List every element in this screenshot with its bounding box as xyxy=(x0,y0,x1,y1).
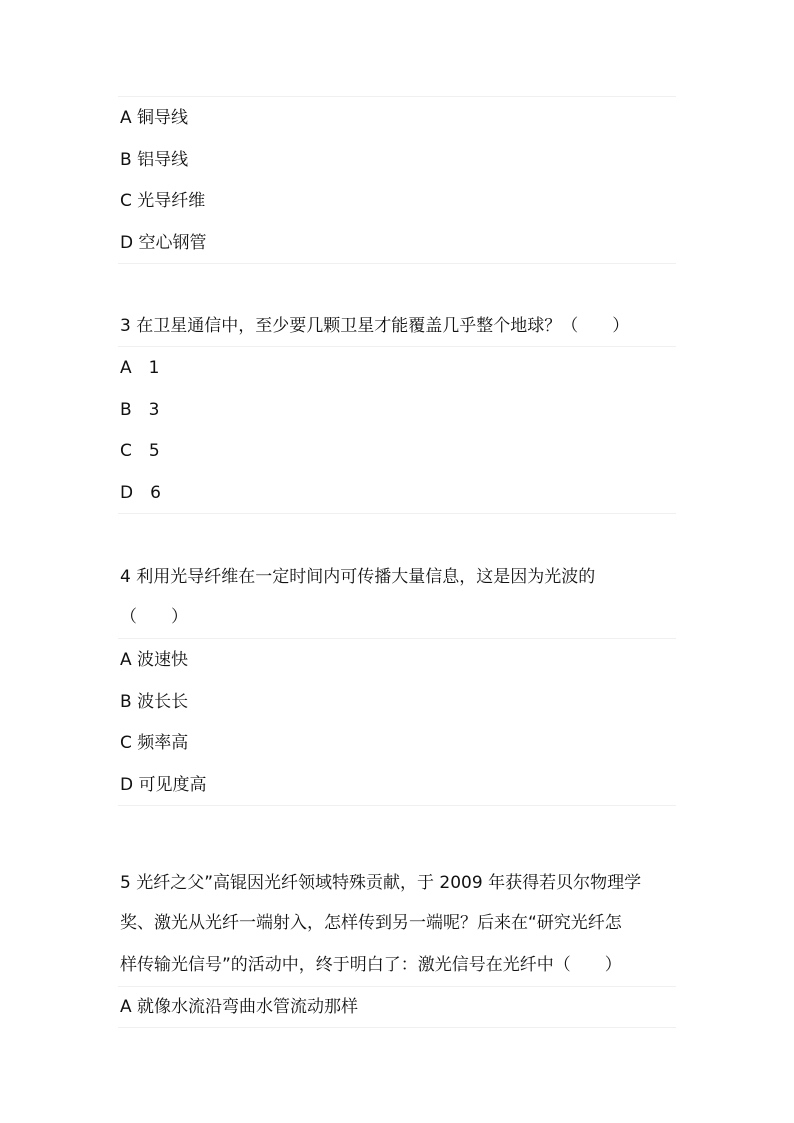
q5-stem-line2: 奖、激光从光纤一端射入，怎样传到另一端呢？后来在“研究光纤怎 xyxy=(120,913,622,933)
q2-option-b: B 铝导线 xyxy=(120,150,189,170)
q4-stem-line2: （ ） xyxy=(120,607,188,627)
q3-option-c: C 5 xyxy=(120,441,160,461)
q4-stem-line1: 4 利用光导纤维在一定时间内可传播大量信息，这是因为光波的 xyxy=(120,567,596,587)
q3-stem: 3 在卫星通信中，至少要几颗卫星才能覆盖几乎整个地球？（ ） xyxy=(120,316,630,336)
q3-option-d: D 6 xyxy=(120,483,161,503)
q4-option-a: A 波速快 xyxy=(120,650,189,670)
q3-option-a: A 1 xyxy=(120,358,160,378)
q5-option-a: A 就像水流沿弯曲水管流动那样 xyxy=(120,997,359,1017)
q4-option-b: B 波长长 xyxy=(120,692,189,712)
q3-options-box xyxy=(118,346,676,514)
q4-option-d: D 可见度高 xyxy=(120,775,207,795)
q2-option-d: D 空心钢管 xyxy=(120,233,207,253)
q3-option-b: B 3 xyxy=(120,400,160,420)
q5-stem-line1: 5 光纤之父”高锟因光纤领域特殊贡献，于 2009 年获得若贝尔物理学 xyxy=(120,873,642,893)
q2-option-c: C 光导纤维 xyxy=(120,191,206,211)
q2-option-a: A 铜导线 xyxy=(120,108,189,128)
q5-stem-line3: 样传输光信号”的活动中，终于明白了：激光信号在光纤中（ ） xyxy=(120,955,622,975)
q4-option-c: C 频率高 xyxy=(120,733,189,753)
